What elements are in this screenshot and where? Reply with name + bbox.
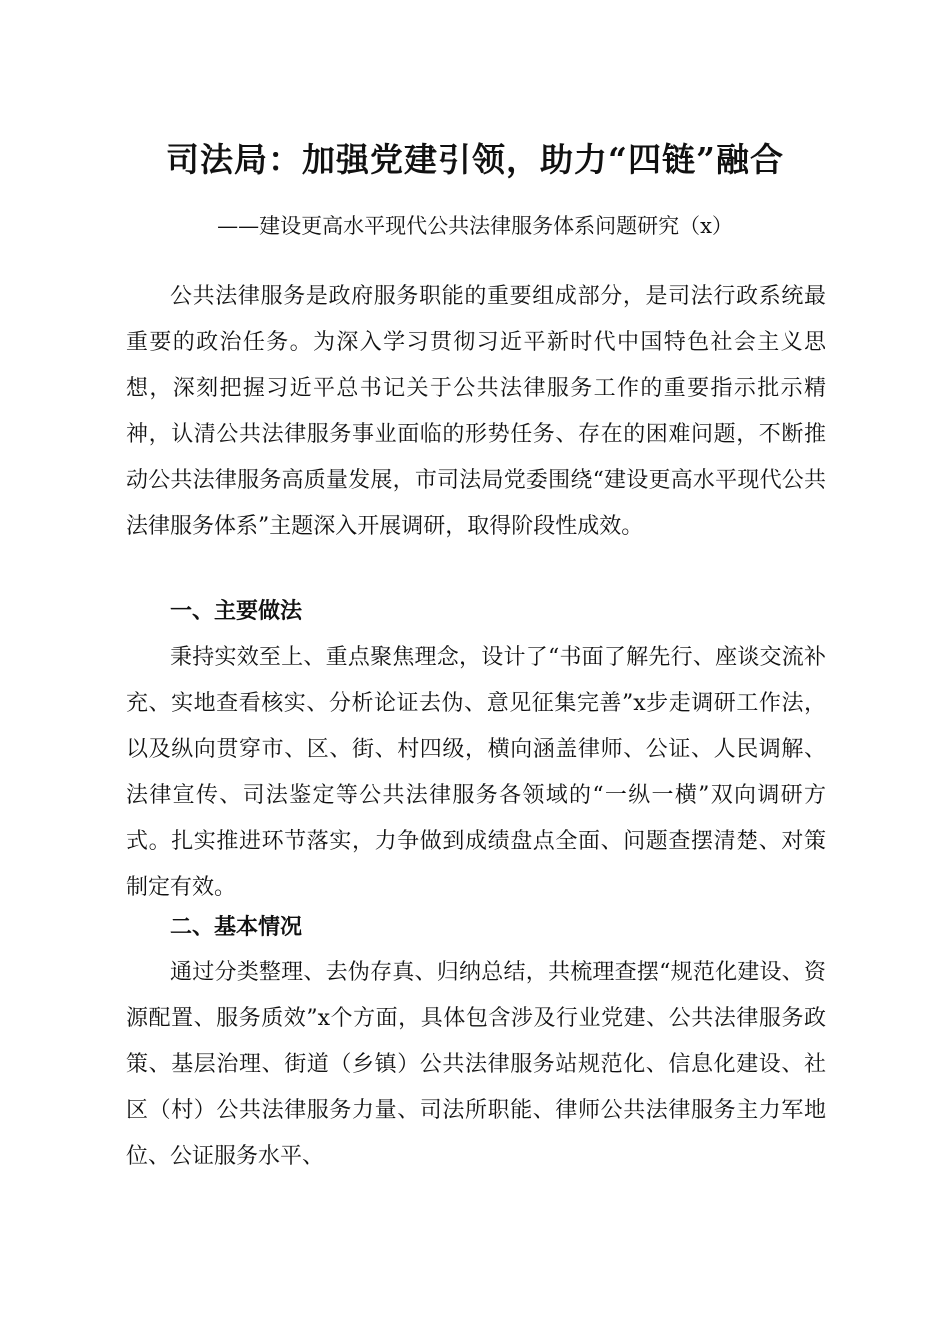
- section-heading-basic-situation: 二、基本情况: [170, 915, 303, 940]
- document-title: 司法局：加强党建引领，助力“四链”融合: [166, 140, 784, 179]
- section-heading-main-practices: 一、主要做法: [170, 599, 303, 624]
- section-paragraph-main-practices: 秉持实效至上、重点聚焦理念，设计了“书面了解先行、座谈交流补充、实地查看核实、分析论证去伪、意见征集完善”x步走调研工作法，以及纵向贯穿市、区、街、村四级，横向涵盖律师、公证、人民调解、法律宣传、司法鉴定等公共法律服务各领域的“一纵一横”双向调研方式。扎实推进环节落实，力争做到成绩盘点全面、问题查摆清楚、对策制定有效。: [126, 645, 826, 900]
- document-subtitle: ——建设更高水平现代公共法律服务体系问题研究（x）: [217, 214, 733, 238]
- intro-paragraph: 公共法律服务是政府服务职能的重要组成部分，是司法行政系统最重要的政治任务。为深入学习贯彻习近平新时代中国特色社会主义思想，深刻把握习近平总书记关于公共法律服务工作的重要指示批示精神，认清公共法律服务事业面临的形势任务、存在的困难问题，不断推动公共法律服务高质量发展，市司法局党委围绕“建设更高水平现代公共法律服务体系”主题深入开展调研，取得阶段性成效。: [126, 284, 826, 539]
- section-paragraph-basic-situation: 通过分类整理、去伪存真、归纳总结，共梳理查摆“规范化建设、资源配置、服务质效”x个方面，具体包含涉及行业党建、公共法律服务政策、基层治理、街道（乡镇）公共法律服务站规范化、信息化建设、社区（村）公共法律服务力量、司法所职能、律师公共法律服务主力军地位、公证服务水平、: [126, 960, 826, 1169]
